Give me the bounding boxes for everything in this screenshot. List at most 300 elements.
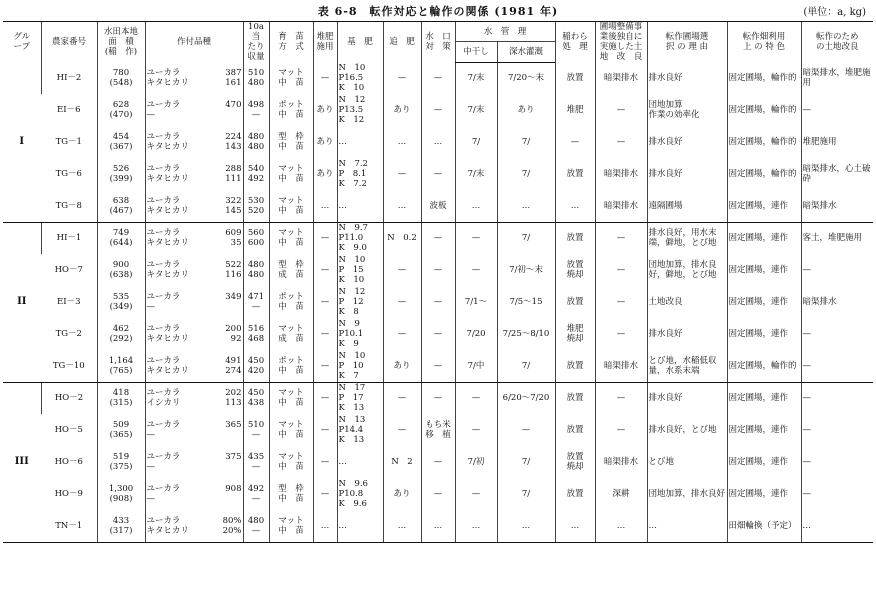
farm-id (41, 94, 97, 126)
top-fert-cell (383, 446, 421, 478)
deep-water-cell (497, 62, 555, 94)
top-fert-cell-text: — (397, 169, 407, 179)
yield-cell (243, 62, 269, 94)
compost-cell-text: あり (316, 137, 334, 147)
deep-water-cell-text: 7/5～15 (509, 297, 543, 307)
table-row (3, 286, 873, 318)
area-value: 638 (112, 195, 130, 206)
improve-cell-text: — (616, 265, 626, 275)
yield-cell (243, 478, 269, 510)
crop-amount: 161 (225, 78, 242, 88)
yield-value: 516 (247, 324, 265, 334)
yield-value: 438 (247, 398, 265, 409)
base-fert-value: … (338, 137, 347, 147)
header-crop: 作付品種 (145, 22, 243, 63)
area-value: (375) (109, 462, 133, 472)
crop-amount: 113 (225, 398, 242, 409)
farm-id (41, 318, 97, 350)
crop-line (147, 228, 242, 238)
header-top: 追 肥 (383, 22, 421, 63)
compost-cell-text: — (320, 73, 330, 83)
soil-cell-text: — (802, 265, 812, 275)
seedling-value: 中 苗 (278, 78, 304, 88)
reason-cell (647, 190, 727, 222)
top-fert-cell (383, 510, 421, 542)
deep-water-cell (497, 126, 555, 158)
crop-cell (145, 414, 243, 446)
crop-line (147, 260, 242, 270)
base-fert-value: N 10 (338, 63, 366, 73)
seedling-value: ポット (278, 292, 304, 302)
deep-water-cell-text: あり (517, 105, 535, 115)
farm-id (41, 414, 97, 446)
deep-water-cell-text: 7/ (521, 489, 531, 499)
yield-value: 480 (247, 260, 265, 270)
straw-cell-text: 放置 (566, 393, 584, 404)
farm-id (41, 254, 97, 286)
base-fert-value: K 9.0 (338, 243, 367, 254)
yield-value: 480 (247, 142, 265, 152)
reason-cell-text: 排水良好 (648, 393, 683, 404)
table-row (3, 94, 873, 126)
soil-cell (801, 350, 873, 382)
table-row (3, 478, 873, 510)
inlet-cell (421, 254, 455, 286)
feature-cell-text: 固定圃場，連作 (728, 393, 789, 404)
improve-cell-text: 深耕 (612, 489, 630, 499)
crop-line (147, 164, 242, 174)
table-row (3, 414, 873, 446)
farm-id-text: TG－1 (55, 137, 82, 147)
seedling-value: マット (278, 228, 304, 239)
compost-cell-text: — (320, 297, 330, 307)
soil-cell (801, 190, 873, 222)
base-fert-cell (337, 382, 383, 414)
straw-cell (555, 510, 595, 542)
reason-cell-text: 排水良好 (648, 169, 683, 179)
soil-cell-text: — (802, 425, 812, 435)
top-fert-cell (383, 382, 421, 414)
group-label: II (3, 222, 41, 382)
mid-dry-cell-text: — (471, 233, 481, 244)
farm-id (41, 510, 97, 542)
mid-dry-cell (455, 414, 497, 446)
improve-cell (595, 222, 647, 254)
compost-cell (313, 414, 337, 446)
feature-cell (727, 94, 801, 126)
soil-cell (801, 382, 873, 414)
crop-cell (145, 190, 243, 222)
straw-cell (555, 478, 595, 510)
mid-dry-cell (455, 318, 497, 350)
yield-value: — (251, 525, 261, 536)
crop-cell (145, 318, 243, 350)
crop-line (147, 484, 242, 494)
top-fert-cell-text: — (397, 297, 407, 307)
yield-cell (243, 510, 269, 542)
area-cell (97, 318, 145, 350)
crop-amount: 322 (225, 195, 242, 206)
mid-dry-cell-text: 7/1～ (464, 297, 488, 307)
compost-cell (313, 318, 337, 350)
compost-cell (313, 94, 337, 126)
crop-line (147, 324, 242, 334)
area-value: (315) (109, 398, 133, 409)
seedling-cell (269, 414, 313, 446)
mid-dry-cell-text: … (471, 200, 481, 211)
yield-cell (243, 126, 269, 158)
deep-water-cell-text: 7/初～末 (509, 265, 543, 275)
deep-water-cell (497, 190, 555, 222)
yield-value: 510 (247, 68, 265, 78)
farm-id-text: EI－6 (57, 105, 81, 115)
soil-cell-text: 暗渠排水，心土破砕 (802, 164, 871, 184)
yield-value: — (251, 462, 261, 472)
crop-name: ユーカラ (146, 355, 181, 366)
inlet-cell (421, 382, 455, 414)
crop-amount: 470 (225, 100, 242, 110)
crop-line (147, 388, 242, 398)
farm-id-text: HI－2 (56, 73, 82, 83)
yield-value: 530 (247, 195, 265, 206)
crop-amount: 908 (225, 484, 242, 494)
compost-cell (313, 510, 337, 542)
crop-line (147, 100, 242, 110)
crop-amount: 522 (225, 260, 242, 270)
improve-cell (595, 318, 647, 350)
feature-cell (727, 158, 801, 190)
seedling-value: 中 苗 (278, 174, 304, 184)
table-row (3, 190, 873, 222)
base-fert-cell (337, 446, 383, 478)
yield-value: — (251, 110, 261, 120)
straw-cell (555, 286, 595, 318)
improve-cell (595, 478, 647, 510)
seedling-value: マット (278, 452, 304, 462)
table-row (3, 382, 873, 414)
soil-cell (801, 286, 873, 318)
base-fert-value: P 10 (338, 360, 364, 371)
feature-cell (727, 222, 801, 254)
farm-id (41, 350, 97, 382)
straw-cell-text: 放置 (566, 425, 584, 435)
straw-cell-text: 堆肥 (566, 105, 584, 115)
farm-id (41, 286, 97, 318)
crop-name: — (146, 430, 155, 440)
mid-dry-cell-text: 7/20 (466, 329, 486, 339)
reason-cell-text: 団地加算 作業の効率化 (648, 100, 700, 120)
inlet-cell (421, 414, 455, 446)
feature-cell (727, 350, 801, 382)
crop-line (147, 420, 242, 430)
soil-cell-text: 暗渠排水 (802, 200, 837, 211)
straw-cell (555, 62, 595, 94)
crop-name: キタヒカリ (146, 270, 189, 280)
farm-id (41, 190, 97, 222)
base-fert-value: N 10 (338, 350, 366, 361)
yield-value: 600 (247, 238, 265, 249)
table-row (3, 126, 873, 158)
feature-cell (727, 414, 801, 446)
crop-amount: 20% (222, 525, 242, 536)
top-fert-cell-text: — (397, 393, 407, 404)
straw-cell-text: 放置 (566, 297, 584, 307)
crop-cell (145, 254, 243, 286)
feature-cell (727, 446, 801, 478)
reason-cell-text: 排水良好 (648, 137, 683, 147)
improve-cell-text: 暗渠排水 (604, 457, 639, 467)
mid-dry-cell (455, 510, 497, 542)
farm-id (41, 126, 97, 158)
straw-cell (555, 222, 595, 254)
top-fert-cell-text: … (397, 200, 407, 211)
area-cell (97, 478, 145, 510)
compost-cell-text: — (320, 329, 330, 339)
improve-cell (595, 158, 647, 190)
inlet-cell-text: — (433, 457, 443, 467)
soil-cell (801, 62, 873, 94)
base-fert-cell (337, 94, 383, 126)
header-compost: 堆肥 施用 (313, 22, 337, 63)
mid-dry-cell (455, 158, 497, 190)
improve-cell-text: — (616, 137, 626, 147)
improve-cell-text: 暗渠排水 (604, 360, 639, 371)
straw-cell-text: 放置 (566, 73, 584, 83)
compost-cell (313, 158, 337, 190)
seedling-value: ポット (278, 355, 304, 366)
seedling-value: 中 苗 (278, 302, 304, 312)
crop-line (147, 292, 242, 302)
reason-cell-text: 団地加算，排水良好，僻地，とび地 (648, 260, 717, 280)
base-fert-value: K 7 (338, 370, 359, 381)
compost-cell (313, 478, 337, 510)
base-fert-value: P 12 (338, 297, 364, 307)
top-fert-cell (383, 62, 421, 94)
seedling-cell (269, 158, 313, 190)
reason-cell-text: 排水良好 (648, 73, 683, 83)
compost-cell-text: — (320, 425, 330, 435)
yield-value: 510 (247, 420, 265, 430)
crop-name: ユーカラ (146, 195, 181, 206)
crop-line (147, 494, 242, 504)
area-value: 509 (112, 420, 130, 430)
improve-cell-text: — (616, 393, 626, 404)
inlet-cell-text: … (433, 520, 443, 531)
area-value: (638) (109, 270, 133, 280)
mid-dry-cell (455, 446, 497, 478)
crop-amount: 92 (230, 334, 242, 344)
top-fert-cell (383, 158, 421, 190)
farm-id-text: HO－5 (54, 425, 83, 435)
mid-dry-cell (455, 190, 497, 222)
feature-cell-text: 固定圃場，輪作的 (728, 105, 797, 115)
crop-line (147, 302, 242, 312)
farm-id (41, 446, 97, 478)
mid-dry-cell-text: — (471, 393, 481, 404)
yield-value: — (251, 430, 261, 440)
deep-water-cell-text: 6/20～7/20 (502, 393, 550, 404)
crop-name: ユーカラ (146, 132, 181, 142)
seedling-value: 中 苗 (278, 238, 304, 249)
soil-cell-text: 堆肥施用 (802, 137, 837, 147)
feature-cell (727, 478, 801, 510)
header-straw: 稲わら 処 理 (555, 22, 595, 63)
base-fert-cell (337, 478, 383, 510)
area-value: 1,164 (108, 355, 134, 366)
mid-dry-cell (455, 94, 497, 126)
reason-cell-text: 排水良好，用水末端，僻地，とび地 (648, 228, 717, 249)
compost-cell-text: — (320, 393, 330, 404)
crop-amount: 288 (225, 164, 242, 174)
base-fert-value: K 10 (338, 275, 365, 285)
yield-cell (243, 94, 269, 126)
base-fert-value: K 9 (338, 339, 359, 349)
feature-cell-text: 固定圃場，連作 (728, 265, 789, 275)
crop-name: キタヒカリ (146, 205, 189, 216)
top-fert-cell (383, 350, 421, 382)
reason-cell-text: … (648, 520, 658, 531)
base-fert-value: K 13 (338, 435, 365, 445)
area-cell (97, 382, 145, 414)
reason-cell (647, 126, 727, 158)
yield-value: 471 (247, 292, 265, 302)
seedling-cell (269, 62, 313, 94)
base-fert-value: K 9.6 (338, 499, 367, 509)
unit-label: (単位：a, kg) (803, 7, 866, 18)
feature-cell-text: 固定圃場，連作 (728, 233, 789, 244)
seedling-cell (269, 478, 313, 510)
crop-name: キタヒカリ (146, 174, 189, 184)
group-label: I (3, 62, 41, 222)
base-fert-value: N 10 (338, 255, 366, 265)
crop-line (147, 526, 242, 536)
top-fert-cell (383, 318, 421, 350)
improve-cell (595, 254, 647, 286)
crop-name: キタヒカリ (146, 238, 189, 249)
deep-water-cell (497, 286, 555, 318)
improve-cell-text: 暗渠排水 (604, 169, 639, 179)
improve-cell (595, 190, 647, 222)
base-fert-value: N 9.7 (338, 223, 368, 234)
reason-cell-text: 遠隔圃場 (648, 200, 683, 211)
straw-cell (555, 446, 595, 478)
area-cell (97, 62, 145, 94)
feature-cell (727, 286, 801, 318)
yield-value: 450 (247, 388, 265, 399)
straw-cell (555, 350, 595, 382)
top-fert-cell-text: あり (393, 489, 411, 499)
farm-id-text: HI－1 (56, 233, 82, 244)
inlet-cell (421, 222, 455, 254)
yield-cell (243, 190, 269, 222)
crop-name: ユーカラ (146, 260, 181, 270)
inlet-cell-text: 波板 (429, 200, 447, 211)
soil-cell-text: — (802, 457, 812, 467)
straw-cell-text: … (570, 520, 580, 531)
yield-value: 480 (247, 515, 265, 526)
area-value: 418 (112, 388, 130, 399)
soil-cell-text: 暗渠排水 (802, 297, 837, 307)
crop-line (147, 110, 242, 120)
mid-dry-cell-text: 7/末 (467, 169, 485, 179)
inlet-cell-text: — (433, 360, 443, 371)
base-fert-value: … (338, 457, 347, 467)
header-base: 基 肥 (337, 22, 383, 63)
table-title: 表 6-8 転作対応と輪作の関係 (1981 年) (317, 5, 559, 18)
crop-line (147, 174, 242, 184)
mid-dry-cell-text: — (471, 265, 481, 275)
seedling-value: 型 枠 (278, 132, 304, 142)
compost-cell (313, 446, 337, 478)
crop-name: — (146, 110, 155, 120)
crop-line (147, 398, 242, 408)
deep-water-cell-text: 7/25～8/10 (502, 329, 550, 339)
straw-cell (555, 414, 595, 446)
crop-name: イシカリ (146, 398, 181, 409)
crop-cell (145, 222, 243, 254)
compost-cell-text: あり (316, 105, 334, 115)
mid-dry-cell (455, 222, 497, 254)
table-row (3, 254, 873, 286)
seedling-cell (269, 190, 313, 222)
compost-cell (313, 222, 337, 254)
compost-cell (313, 350, 337, 382)
crop-line (147, 196, 242, 206)
mid-dry-cell (455, 254, 497, 286)
crop-amount: 224 (225, 132, 242, 142)
area-value: 1,300 (108, 484, 134, 494)
farm-id (41, 382, 97, 414)
seedling-value: 中 苗 (278, 462, 304, 472)
crop-line (147, 68, 242, 78)
soil-cell (801, 318, 873, 350)
table-row (3, 62, 873, 94)
seedling-value: マット (278, 68, 304, 78)
inlet-cell (421, 62, 455, 94)
reason-cell-text: 団地加算，排水良好 (648, 489, 726, 499)
straw-cell-text: 放置 (566, 489, 584, 499)
table-row (3, 318, 873, 350)
area-value: (292) (109, 334, 133, 344)
top-fert-cell (383, 478, 421, 510)
header-row-1 (3, 22, 873, 42)
seedling-cell (269, 126, 313, 158)
farm-id-text: HO－7 (54, 265, 83, 275)
straw-cell (555, 94, 595, 126)
crop-name: キタヒカリ (146, 334, 189, 344)
yield-value: — (251, 494, 261, 504)
feature-cell-text: 固定圃場，連作 (728, 329, 789, 339)
compost-cell-text: — (320, 265, 330, 275)
seedling-value: ポット (278, 100, 304, 110)
area-value: (317) (109, 525, 133, 536)
area-value: 526 (112, 164, 130, 174)
base-fert-value: P14.4 (338, 425, 364, 435)
crop-cell (145, 286, 243, 318)
area-value: 454 (112, 132, 130, 142)
feature-cell-text: 固定圃場，輪作的 (728, 169, 797, 179)
header-area: 水田本地 面 積 (稲 作) (97, 22, 145, 63)
crop-amount: 609 (225, 228, 242, 239)
seedling-cell (269, 286, 313, 318)
area-value: (367) (109, 142, 133, 152)
crop-amount: 111 (225, 174, 242, 184)
area-value: (365) (109, 430, 133, 440)
base-fert-value: N 9.6 (338, 479, 368, 489)
seedling-value: 中 苗 (278, 365, 304, 376)
area-cell (97, 510, 145, 542)
seedling-value: 中 苗 (278, 494, 304, 504)
